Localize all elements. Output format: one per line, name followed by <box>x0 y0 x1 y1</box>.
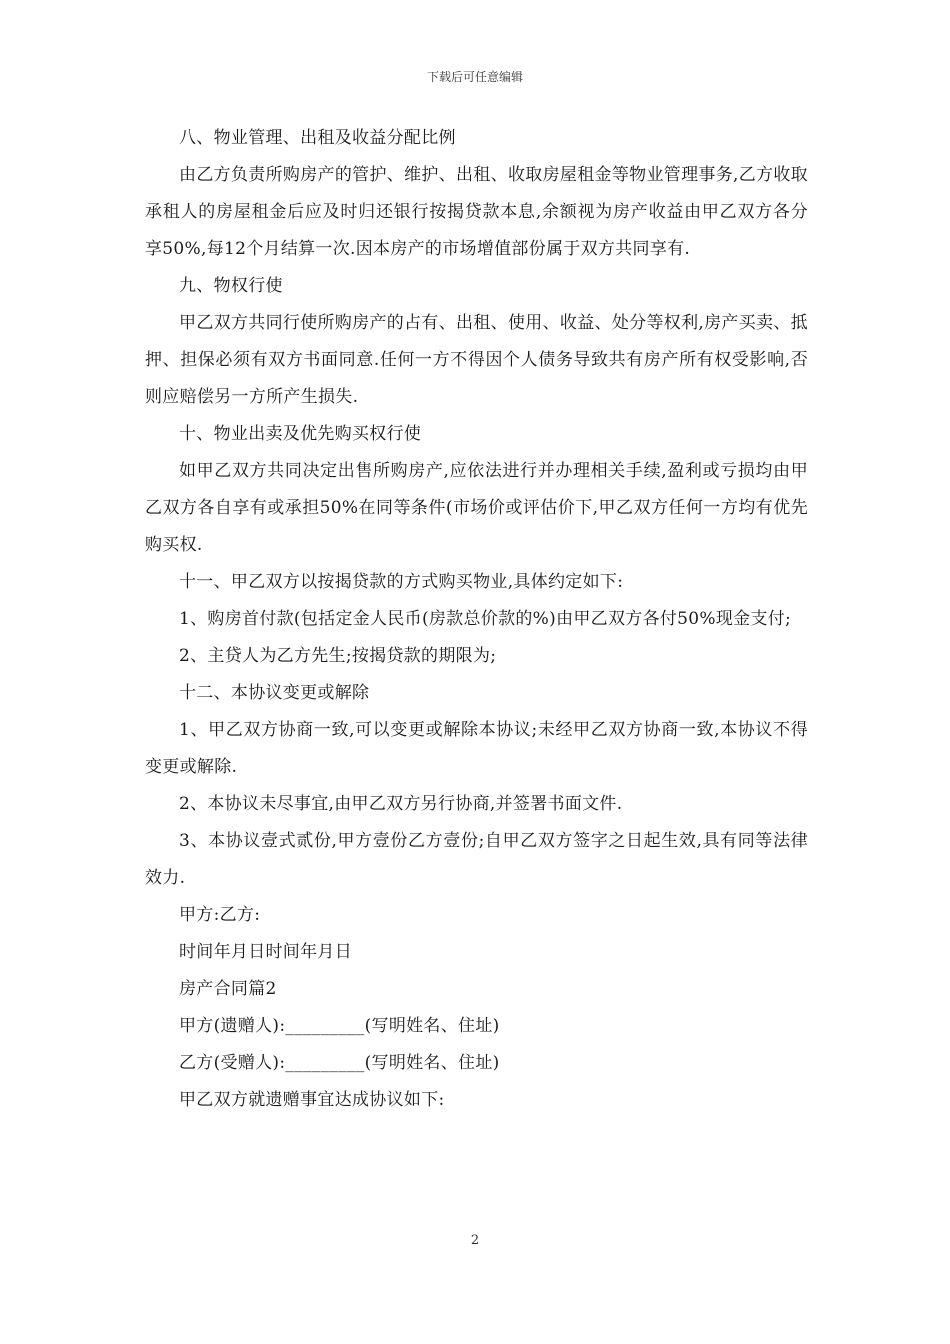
section-heading-9: 九、物权行使 <box>179 276 283 296</box>
party-a-line: 甲方(遗赠人):_________(写明姓名、住址) <box>179 1016 500 1036</box>
clause-item: 1、购房首付款(包括定金人民币(房款总价款的%)由甲乙双方各付50%现金支付; <box>179 609 792 629</box>
page-number: 2 <box>470 1233 480 1248</box>
clause-item: 2、主贷人为乙方先生;按揭贷款的期限为; <box>179 646 497 666</box>
paragraph: 甲乙双方共同行使所购房产的占有、出租、使用、收益、处分等权利,房产买卖、抵押、担保必须有双方书面同意.任何一方不得因个人债务导致共有房产所有权受影响,否则应赔偿另一方所产生损失. <box>145 313 808 407</box>
section-heading-10: 十、物业出卖及优先购买权行使 <box>179 424 422 444</box>
agreement-intro: 甲乙双方就遗赠事宜达成协议如下: <box>179 1090 445 1110</box>
contract-title: 房产合同篇2 <box>179 979 277 999</box>
clause-item: 3、本协议壹式贰份,甲方壹份乙方壹份;自甲乙双方签字之日起生效,具有同等法律效力. <box>145 831 808 888</box>
signature-dates: 时间年月日时间年月日 <box>179 942 352 962</box>
document-body <box>145 120 808 1119</box>
clause-item: 1、甲乙双方协商一致,可以变更或解除本协议;未经甲乙双方协商一致,本协议不得变更或解除. <box>145 720 808 777</box>
section-heading-12: 十二、本协议变更或解除 <box>179 683 370 703</box>
paragraph: 由乙方负责所购房产的管护、维护、出租、收取房屋租金等物业管理事务,乙方收取承租人的房屋租金后应及时归还银行按揭贷款本息,余额视为房产收益由甲乙双方各分享50%,每12个月结算一次.因本房产的市场增值部份属于双方共同享有. <box>145 165 808 259</box>
clause-item: 2、本协议未尽事宜,由甲乙双方另行协商,并签署书面文件. <box>179 794 623 814</box>
party-b-line: 乙方(受赠人):_________(写明姓名、住址) <box>179 1053 500 1073</box>
section-heading-8: 八、物业管理、出租及收益分配比例 <box>179 128 456 148</box>
signature-parties: 甲方:乙方: <box>179 905 261 925</box>
section-heading-11: 十一、甲乙双方以按揭贷款的方式购买物业,具体约定如下: <box>179 572 624 592</box>
page-header: 下载后可任意编辑 <box>426 70 523 84</box>
paragraph: 如甲乙双方共同决定出售所购房产,应依法进行并办理相关手续,盈利或亏损均由甲乙双方各自享有或承担50%在同等条件(市场价或评估价下,甲乙双方任何一方均有优先购买权. <box>145 461 808 555</box>
